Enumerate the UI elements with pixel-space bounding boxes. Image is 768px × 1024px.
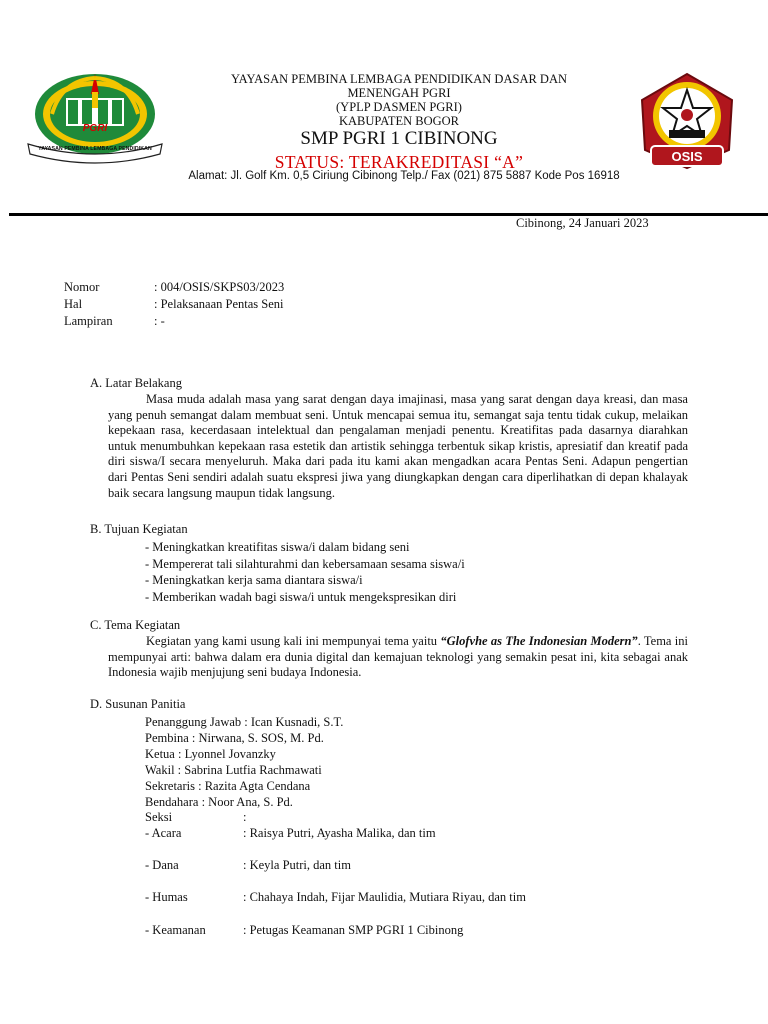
seksi-acara (145, 826, 436, 841)
seksi-value: : Petugas Keamanan SMP PGRI 1 Cibinong (243, 923, 464, 937)
section-c-title: C. Tema Kegiatan (90, 618, 181, 632)
list-item: - Meningkatkan kreatifitas siswa/i dalam bidang seni (145, 540, 410, 554)
meta-key: Nomor (64, 280, 100, 294)
theme-intro: Kegiatan yang kami usung kali ini mempunyai tema yaitu (146, 634, 441, 648)
accreditation-status: STATUS: TERAKREDITASI “A” (274, 152, 524, 172)
meta-nomor (64, 280, 284, 295)
meta-hal (64, 297, 284, 312)
seksi-value: : (243, 810, 247, 824)
header-divider (9, 213, 768, 216)
school-address: Alamat: Jl. Golf Km. 0,5 Ciriung Cibinong Telp./ Fax (021) 875 5887 Kode Pos 16918 (188, 170, 620, 182)
meta-value: : - (154, 314, 165, 328)
letter-date: Cibinong, 24 Januari 2023 (516, 216, 649, 230)
committee-member: Ketua : Lyonnel Jovanzky (145, 747, 276, 761)
list-item: - Meningkatkan kerja sama diantara siswa/i (145, 573, 363, 587)
seksi-key: - Humas (145, 890, 188, 904)
seksi-humas (145, 890, 526, 905)
foundation-line-4: KABUPATEN BOGOR (338, 114, 460, 128)
meta-key: Hal (64, 297, 83, 311)
seksi-key: - Acara (145, 826, 182, 840)
seksi-value: : Keyla Putri, dan tim (243, 858, 351, 872)
section-d-title: D. Susunan Panitia (90, 697, 186, 711)
foundation-line-2: MENENGAH PGRI (347, 86, 451, 100)
committee-member: Wakil : Sabrina Lutfia Rachmawati (145, 763, 322, 777)
foundation-line-3: (YPLP DASMEN PGRI) (336, 100, 462, 114)
objectives-list (145, 539, 465, 605)
seksi-header (145, 810, 246, 825)
section-c-body (108, 634, 688, 681)
theme-name: “Glofvhe as The Indonesian Modern” (440, 634, 638, 648)
committee-member: Penanggung Jawab : Ican Kusnadi, S.T. (145, 715, 344, 729)
meta-lampiran (64, 314, 165, 329)
list-item: - Memberikan wadah bagi siswa/i untuk mengekspresikan diri (145, 589, 457, 604)
meta-value: : 004/OSIS/SKPS03/2023 (154, 280, 285, 294)
school-name: SMP PGRI 1 CIBINONG (300, 128, 498, 149)
meta-value: : Pelaksanaan Pentas Seni (154, 297, 284, 311)
pgri-logo-ribbon: YAYASAN PEMBINA LEMBAGA PENDIDIKAN (38, 146, 152, 152)
seksi-dana (145, 858, 351, 873)
seksi-keamanan (145, 923, 463, 938)
meta-key: Lampiran (64, 314, 113, 328)
committee-list (145, 714, 343, 810)
committee-member: Sekretaris : Razita Agta Cendana (145, 779, 311, 793)
seksi-key: - Dana (145, 858, 179, 872)
section-a-title: A. Latar Belakang (90, 376, 182, 390)
foundation-line-1: YAYASAN PEMBINA LEMBAGA PENDIDIKAN DASAR DAN (230, 72, 568, 86)
committee-member: Pembina : Nirwana, S. SOS, M. Pd. (145, 731, 324, 745)
seksi-key: - Keamanan (145, 923, 206, 937)
theme-explanation: . Tema ini mempunyai arti: bahwa dalam era dunia digital dan kemajuan teknologi yang semakin pesat ini, kita sebagai anak Indonesia wajib menjujung seni budaya Indonesia. (108, 634, 688, 680)
section-b-title: B. Tujuan Kegiatan (90, 522, 188, 536)
pgri-logo-text: PGRI (82, 123, 108, 134)
seksi-value: : Chahaya Indah, Fijar Maulidia, Mutiara Riyau, dan tim (243, 890, 526, 904)
seksi-value: : Raisya Putri, Ayasha Malika, dan tim (243, 826, 436, 840)
committee-member: Bendahara : Noor Ana, S. Pd. (145, 795, 293, 809)
osis-logo-text: OSIS (671, 149, 703, 164)
list-item: - Mempererat tali silahturahmi dan kebersamaan sesama siswa/i (145, 556, 465, 571)
seksi-key: Seksi (145, 810, 173, 824)
section-a-body: Masa muda adalah masa yang sarat dengan daya imajinasi, masa yang sarat dengan daya kreasi, dan masa yang penuh semangat dalam membuat seni. Untuk mencapai semua itu, semangat saja tentu tidak cukup, melaikan kepekaan rasa, kecerdasaan intelektual dan pengalaman menjadi penentu. Kreatifitas pada dasarnya diarahkan untuk menumbuhkan kepekaan rasa estetik dan artistik sehingga terbentuk sikap kristis, apresiatif dan kreatif pada diri siswa/I secara menyeluruh. Maka dari pada itu kami akan mengadkan acara Pentas Seni. Adapun pengertian dari Pentas Seni sendiri adalah suatu ekspresi jiwa yang diungkapkan dengan cara diperlihatkan di depan khalayak baik secara langsung maupun tidak langsung. (108, 392, 688, 500)
